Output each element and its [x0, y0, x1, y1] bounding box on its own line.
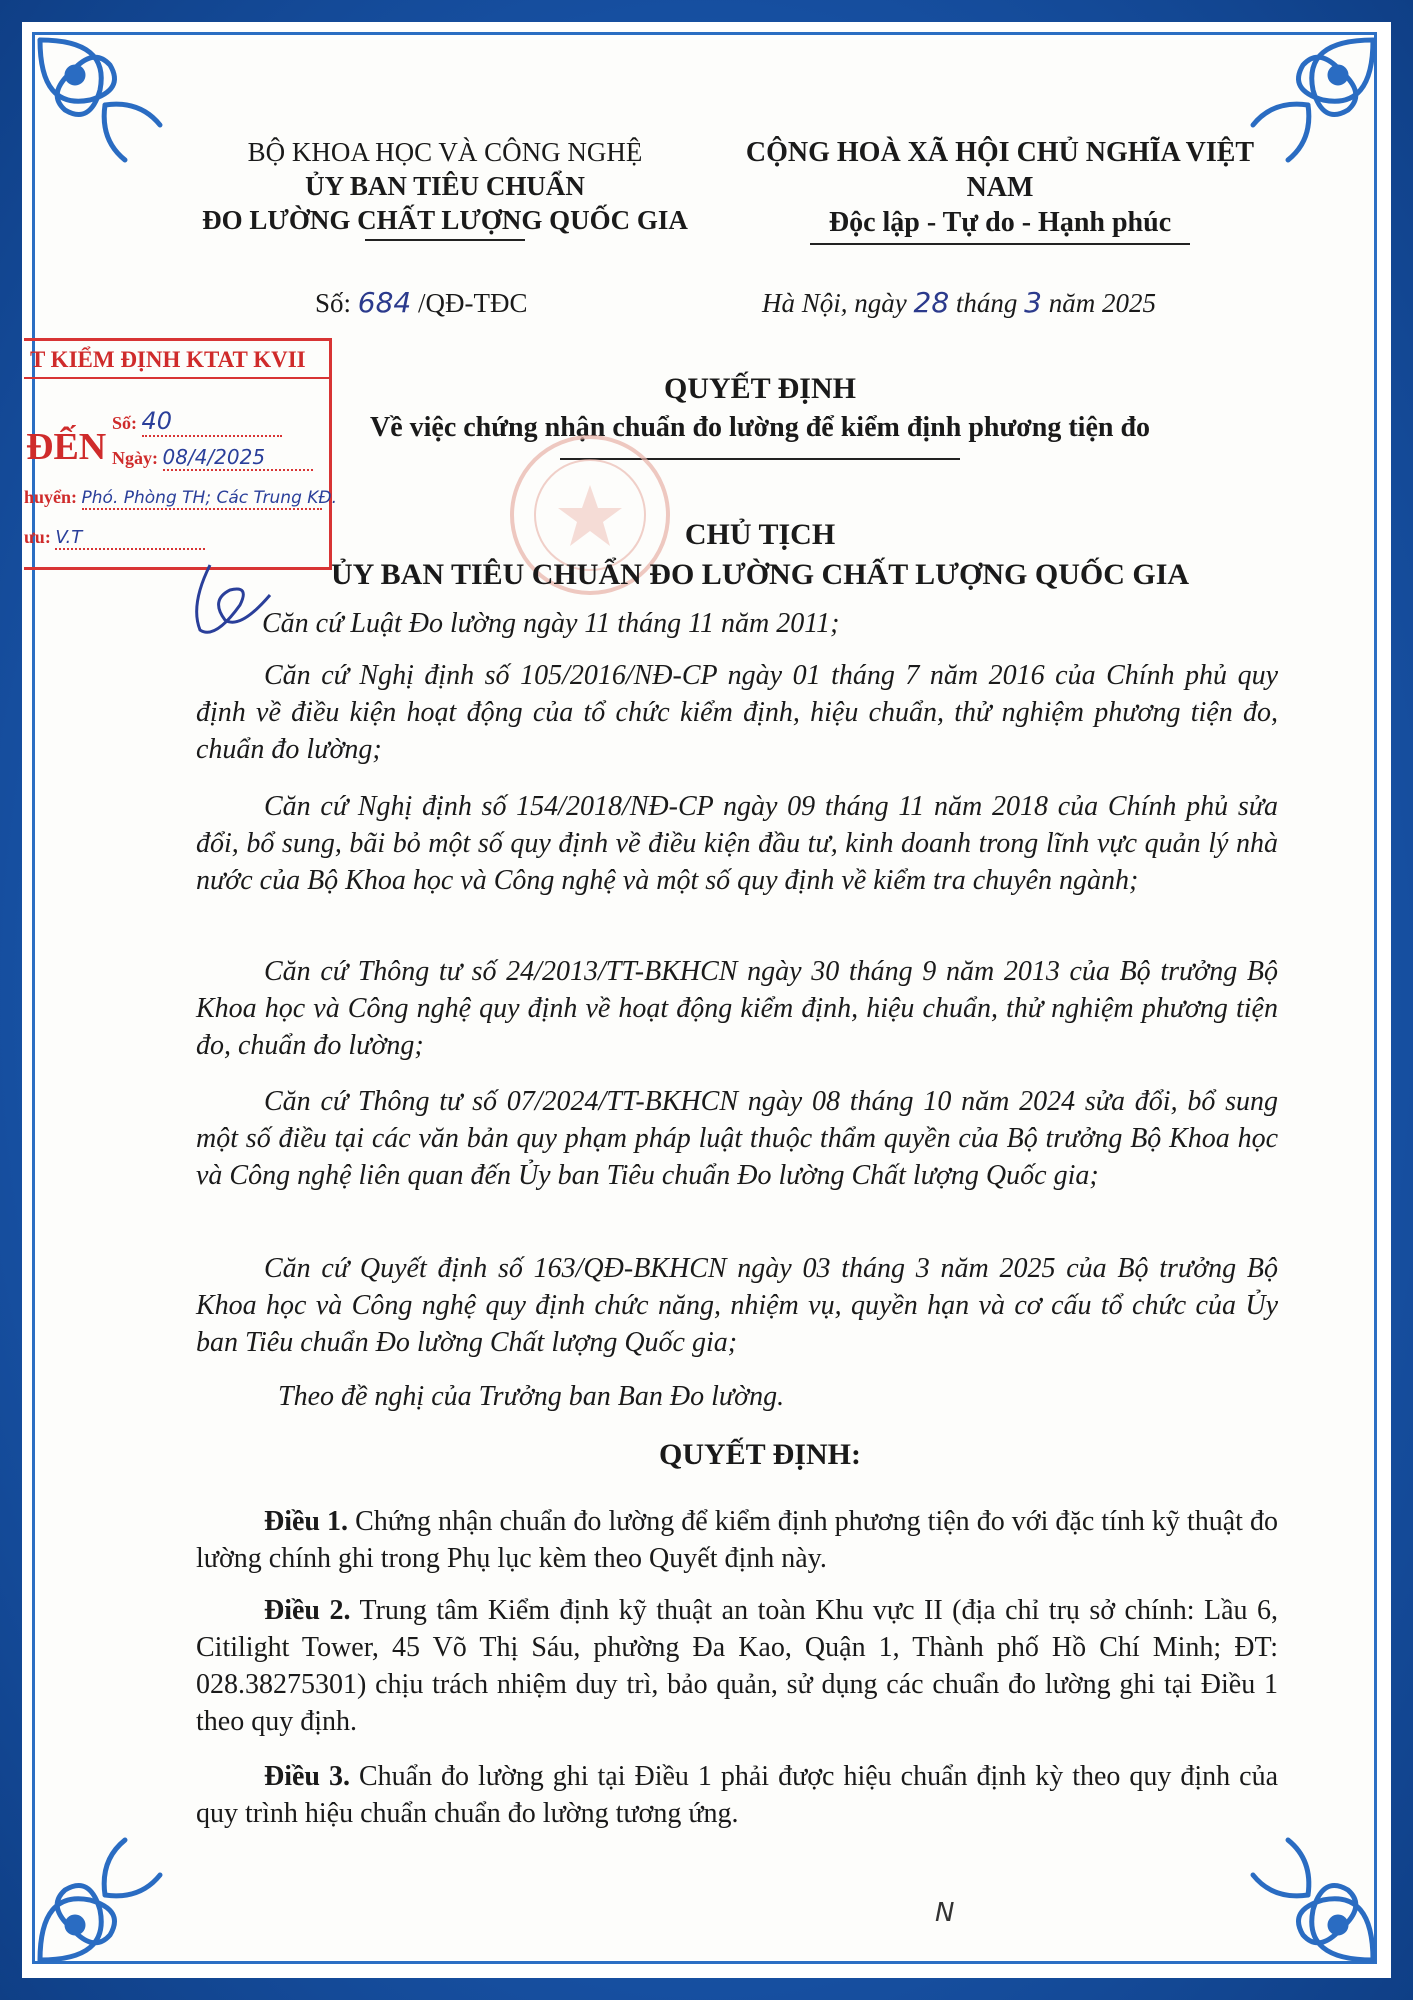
document-subject: Về việc chứng nhận chuẩn đo lường để kiểm định phương tiện đo [369, 412, 1151, 443]
preamble-item: Căn cứ Thông tư số 24/2013/TT-BKHCN ngày 30 tháng 9 năm 2013 của Bộ trưởng Bộ Khoa học và Công nghệ quy định về hoạt động kiểm định, hiệu chuẩn, thử nghiệm phương tiện đo, chuẩn đo lường; [196, 956, 1278, 1061]
stamp-forward-row [24, 487, 338, 510]
page-initial-mark: N [935, 1898, 955, 1928]
national-motto: Độc lập - Tự do - Hạnh phúc [828, 207, 1172, 238]
article-label: Điều 2. [264, 1595, 351, 1626]
authority-title: CHỦ TỊCH [684, 518, 836, 551]
article-2 [196, 1592, 1278, 1740]
preamble-item: Căn cứ Thông tư số 07/2024/TT-BKHCN ngày 08 tháng 10 năm 2024 sửa đổi, bổ sung một số điều tại các văn bản quy phạm pháp luật thuộc thẩm quyền của Bộ trưởng Bộ Khoa học và Công nghệ liên quan đến Ủy ban Tiêu chuẩn Đo lường Chất lượng Quốc gia; [196, 1086, 1278, 1191]
stamp-date-value: 08/4/2025 [162, 445, 266, 469]
issuer-header [185, 135, 705, 241]
article-3 [196, 1758, 1278, 1832]
date-year: năm 2025 [1048, 288, 1156, 318]
date-place: Hà Nội, ngày [762, 288, 907, 318]
article-label: Điều 3. [264, 1761, 350, 1792]
corner-ornament-icon [1233, 1820, 1383, 1970]
motto-underline [810, 243, 1190, 245]
number-suffix: /QĐ-TĐC [417, 288, 528, 318]
signature-scribble-icon [170, 545, 290, 645]
decision-heading: QUYẾT ĐỊNH: [659, 1438, 861, 1471]
stamp-header: T KIỂM ĐỊNH KTAT KVII [24, 341, 329, 379]
number-label: Số: [315, 288, 352, 318]
stamp-forward-value: Phó. Phòng TH; Các Trung KĐ. [81, 488, 338, 508]
document-date [762, 286, 1156, 319]
article-label: Điều 1. [264, 1506, 349, 1537]
document-title: QUYẾT ĐỊNH [664, 372, 856, 405]
authority-organization: ỦY BAN TIÊU CHUẨN ĐO LƯỜNG CHẤT LƯỢNG QUỐC GIA [330, 558, 1190, 591]
header-underline [365, 239, 525, 241]
preamble-item: Căn cứ Quyết định số 163/QĐ-BKHCN ngày 03 tháng 3 năm 2025 của Bộ trưởng Bộ Khoa học và Công nghệ quy định chức năng, nhiệm vụ, quyền hạn và cơ cấu tổ chức của Ủy ban Tiêu chuẩn Đo lường Chất lượng Quốc gia; [196, 1253, 1278, 1358]
stamp-den: ĐẾN [26, 426, 107, 468]
committee-name-line1: ỦY BAN TIÊU CHUẨN [305, 171, 585, 201]
article-text: Chuẩn đo lường ghi tại Điều 1 phải được hiệu chuẩn định kỳ theo quy định của quy trình hiệu chuẩn chuẩn đo lường tương ứng. [196, 1761, 1279, 1829]
stamp-forward-label: huyển: [24, 487, 78, 507]
committee-name-line2: ĐO LƯỜNG CHẤT LƯỢNG QUỐC GIA [202, 205, 688, 235]
preamble-item: Theo đề nghị của Trưởng ban Ban Đo lường. [278, 1381, 785, 1412]
stamp-archive-label: ưu: [24, 527, 51, 547]
number-value: 684 [357, 286, 412, 319]
stamp-number-row [112, 407, 282, 437]
article-text: Chứng nhận chuẩn đo lường để kiểm định phương tiện đo với đặc tính kỹ thuật đo lường chính ghi trong Phụ lục kèm theo Quyết định này. [196, 1506, 1279, 1574]
stamp-number-label: Số: [112, 413, 138, 433]
stamp-date-label: Ngày: [112, 448, 158, 468]
preamble-item: Căn cứ Nghị định số 154/2018/NĐ-CP ngày 09 tháng 11 năm 2018 của Chính phủ sửa đổi, bổ sung, bãi bỏ một số quy định về điều kiện đầu tư, kinh doanh trong lĩnh vực quản lý nhà nước của Bộ Khoa học và Công nghệ và một số quy định về kiểm tra chuyên ngành; [196, 791, 1278, 896]
article-text: Trung tâm Kiểm định kỹ thuật an toàn Khu vực II (địa chỉ trụ sở chính: Lầu 6, Citilight Tower, 45 Võ Thị Sáu, phường Đa Kao, Quận 1, Thành phố Hồ Chí Minh; ĐT: 028.38275301) chịu trách nhiệm duy trì, bảo quản, sử dụng các chuẩn đo lường ghi tại Điều 1 theo quy định. [196, 1595, 1279, 1737]
corner-ornament-icon [30, 1820, 180, 1970]
date-month-label: tháng [955, 288, 1018, 318]
document-number [315, 286, 527, 319]
date-day: 28 [913, 286, 950, 319]
country-name: CỘNG HOÀ XÃ HỘI CHỦ NGHĨA VIỆT NAM [745, 137, 1255, 203]
stamp-date-row [112, 445, 313, 471]
received-stamp [24, 338, 338, 570]
preamble-item: Căn cứ Nghị định số 105/2016/NĐ-CP ngày 01 tháng 7 năm 2016 của Chính phủ quy định về điều kiện hoạt động của tổ chức kiểm định, hiệu chuẩn, thử nghiệm phương tiện đo, chuẩn đo lường; [196, 660, 1278, 765]
national-header [710, 135, 1290, 245]
ministry-name: BỘ KHOA HỌC VÀ CÔNG NGHỆ [247, 137, 643, 167]
authority-block [180, 515, 1340, 595]
corner-ornament-icon [30, 30, 180, 180]
stamp-archive-value: V.T [55, 527, 83, 548]
stamp-number-value: 40 [141, 407, 173, 435]
preamble-item: Căn cứ Luật Đo lường ngày 11 tháng 11 năm 2011; [262, 608, 840, 639]
date-month: 3 [1024, 286, 1042, 319]
article-1 [196, 1503, 1278, 1577]
